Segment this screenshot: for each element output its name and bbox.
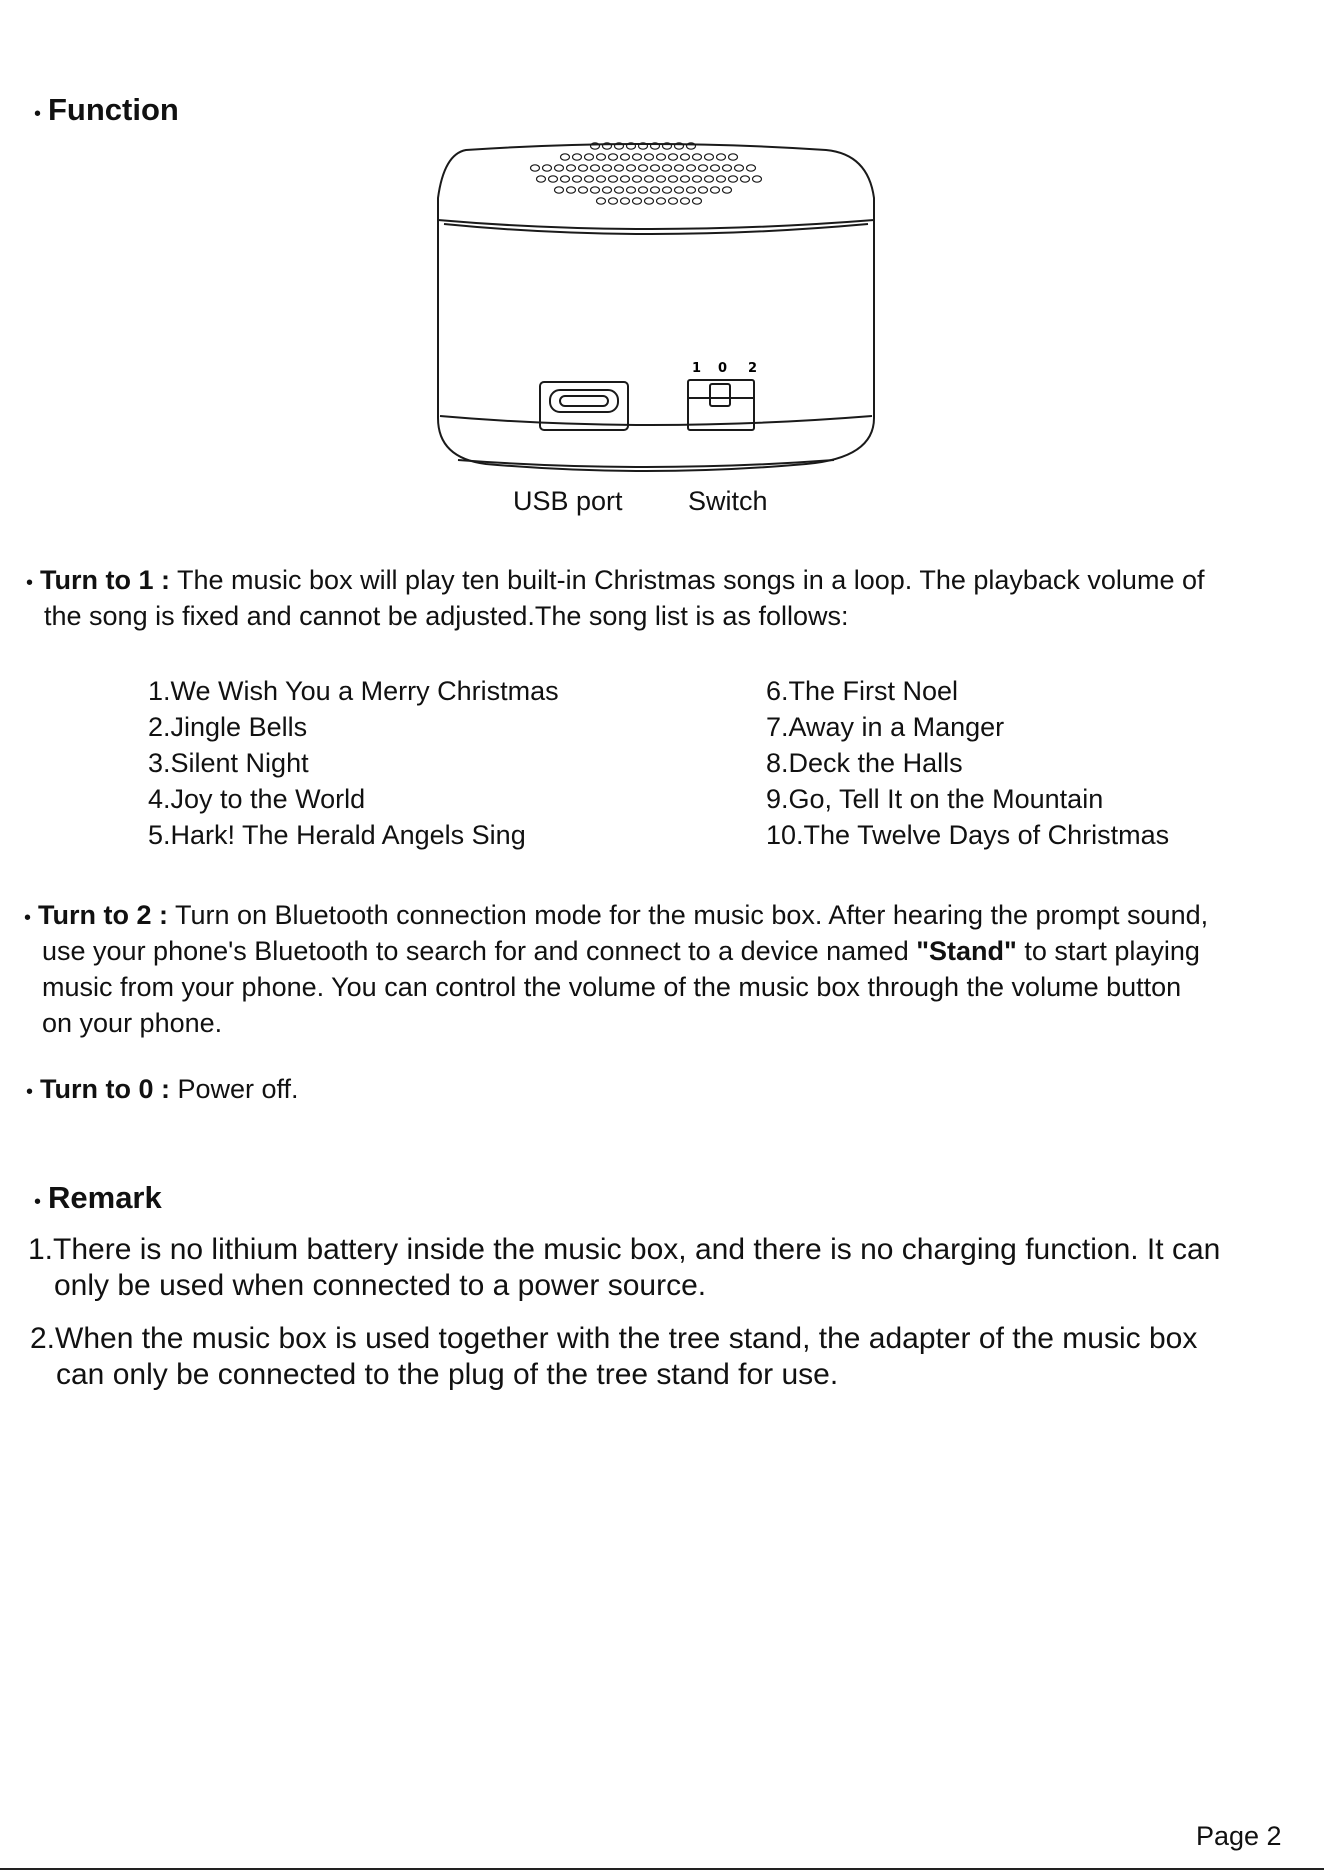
speaker-hole [669,176,678,182]
speaker-hole [645,154,654,160]
speaker-hole [675,187,684,193]
turn0-line [26,1071,299,1110]
speaker-hole [639,165,648,171]
speaker-hole [693,176,702,182]
turn2-text: Turn on Bluetooth connection mode for the music box. After hearing the prompt sound, [167,900,1209,930]
bullet: • [34,103,42,125]
speaker-hole [573,176,582,182]
turn0-label: Turn to 0 : [40,1074,170,1104]
speaker-hole [633,198,642,204]
speaker-hole [633,154,642,160]
speaker-hole [705,176,714,182]
song-item: 4.Joy to the World [148,784,366,814]
bullet: • [24,907,32,929]
speaker-hole [639,187,648,193]
song-item: 7.Away in a Manger [766,712,1005,742]
speaker-hole [717,154,726,160]
speaker-hole [585,154,594,160]
turn2-line3: music from your phone. You can control the volume of the music box through the volume button [42,972,1182,1002]
speaker-hole [669,198,678,204]
speaker-hole [597,198,606,204]
speaker-hole [705,154,714,160]
song-item: 1.We Wish You a Merry Christmas [148,676,559,706]
speaker-hole [693,154,702,160]
bottom-rule [0,1868,1324,1870]
speaker-hole [621,176,630,182]
song-item: 3.Silent Night [148,748,309,778]
speaker-hole [627,165,636,171]
speaker-hole [609,198,618,204]
function-heading [34,92,179,128]
speaker-hole [609,154,618,160]
speaker-hole [651,187,660,193]
speaker-hole [729,176,738,182]
turn0-text: Power off. [169,1074,299,1104]
bullet: • [26,572,34,594]
speaker-hole [735,165,744,171]
bullet: • [26,1081,34,1103]
speaker-hole [531,165,540,171]
bullet: • [34,1191,42,1213]
speaker-hole [603,187,612,193]
section-title: Function [48,92,179,127]
speaker-hole [561,176,570,182]
speaker-hole [621,154,630,160]
speaker-hole [675,165,684,171]
switch-label-zero: 0 [718,361,728,376]
speaker-hole [657,176,666,182]
turn2-line1 [24,897,1208,936]
song-list-right [766,673,1169,853]
turn2-line2-post: to start playing [1016,936,1200,966]
speaker-hole [567,165,576,171]
speaker-hole [633,176,642,182]
speaker-hole [669,154,678,160]
remark-item-2-line2: can only be connected to the plug of the tree stand for use. [56,1358,839,1391]
speaker-hole [663,187,672,193]
speaker-hole [645,198,654,204]
turn2-line2 [42,933,1200,969]
speaker-hole [729,154,738,160]
song-list-left [148,673,559,853]
song-item: 8.Deck the Halls [766,748,963,778]
remark-item-1-line1: 1.There is no lithium battery inside the music box, and there is no charging function. It can [28,1233,1221,1266]
device-name: "Stand" [916,936,1017,966]
speaker-hole [723,187,732,193]
speaker-hole [585,176,594,182]
speaker-hole [753,176,762,182]
speaker-hole [615,165,624,171]
speaker-hole [693,198,702,204]
turn1-line1 [26,562,1204,601]
speaker-hole [591,187,600,193]
speaker-hole [717,176,726,182]
remark-heading [34,1180,162,1216]
speaker-hole [573,154,582,160]
speaker-hole [657,154,666,160]
speaker-hole [603,165,612,171]
speaker-hole [567,187,576,193]
speaker-hole [699,165,708,171]
speaker-hole [579,165,588,171]
speaker-hole [657,198,666,204]
speaker-hole [621,198,630,204]
speaker-hole [747,165,756,171]
speaker-hole [699,187,708,193]
song-item: 10.The Twelve Days of Christmas [766,820,1170,850]
speaker-hole [741,176,750,182]
turn2-label: Turn to 2 : [38,900,168,930]
speaker-hole [537,176,546,182]
turn1-text: The music box will play ten built-in Christmas songs in a loop. The playback volume of [169,565,1205,595]
speaker-hole [555,165,564,171]
speaker-hole [543,165,552,171]
speaker-hole [687,187,696,193]
speaker-hole [555,187,564,193]
song-item: 9.Go, Tell It on the Mountain [766,784,1104,814]
speaker-hole [609,176,618,182]
speaker-hole [681,198,690,204]
song-item: 5.Hark! The Herald Angels Sing [148,820,526,850]
remark-item-1-line2: only be used when connected to a power source. [54,1269,707,1302]
speaker-hole [711,165,720,171]
speaker-hole [597,154,606,160]
speaker-hole [615,187,624,193]
song-item: 6.The First Noel [766,676,959,706]
speaker-hole [663,165,672,171]
switch-label-two: 2 [748,361,758,376]
section-title: Remark [48,1180,162,1215]
speaker-hole [549,176,558,182]
speaker-hole [597,176,606,182]
turn2-line4: on your phone. [42,1008,223,1038]
speaker-hole [687,165,696,171]
speaker-hole [711,187,720,193]
turn2-line2-pre: use your phone's Bluetooth to search for and connect to a device named [42,936,917,966]
turn1-label: Turn to 1 : [40,565,170,595]
switch-label-one: 1 [692,361,702,376]
switch-label: Switch [688,486,768,516]
usb-port-label: USB port [513,486,623,516]
song-item: 2.Jingle Bells [148,712,308,742]
page-number: Page 2 [1196,1821,1282,1851]
turn1-line2: the song is fixed and cannot be adjusted.The song list is as follows: [44,601,849,631]
speaker-hole [591,165,600,171]
speaker-hole [645,176,654,182]
remark-item-2-line1: 2.When the music box is used together with the tree stand, the adapter of the music box [30,1322,1198,1355]
speaker-hole [651,165,660,171]
speaker-hole [723,165,732,171]
music-box-illustration [406,128,886,486]
speaker-hole [681,176,690,182]
speaker-hole [579,187,588,193]
speaker-hole [627,187,636,193]
speaker-hole [561,154,570,160]
speaker-hole [681,154,690,160]
